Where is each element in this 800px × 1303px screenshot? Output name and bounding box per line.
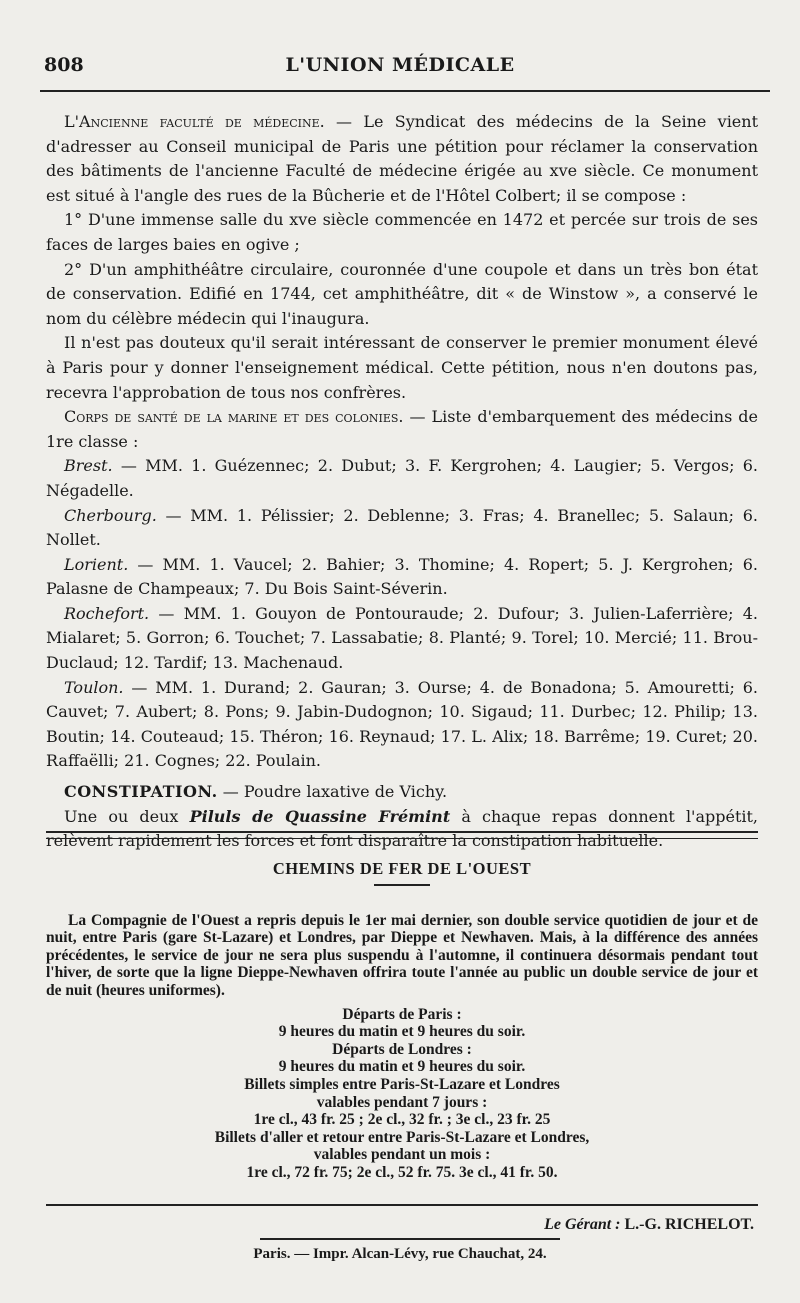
faculte-title: L'Ancienne faculté de médecine. xyxy=(64,112,325,131)
advert-title: CHEMINS DE FER DE L'OUEST xyxy=(272,859,532,878)
section-double-rule xyxy=(46,831,758,839)
gerant-signature xyxy=(544,1216,754,1234)
marine-title: Corps de santé de la marine et des colonies. xyxy=(64,407,404,427)
advert-line: 9 heures du matin et 9 heures du soir. xyxy=(278,1023,526,1041)
port-list: — MM. 1. Pélissier; 2. Deblenne; 3. Fras; 4. Branellec; 5. Salaun; 6. Nollet. xyxy=(46,505,758,550)
faculte-conclusion: Il n'est pas douteux qu'il serait intéressant de conserver le premier monument élevé à Paris pour y donner l'enseignement médical. Cette pétition, nous n'en doutons pas, recevra l'approbation de tous nos confrères. xyxy=(46,333,758,402)
port-name: Toulon. xyxy=(64,677,124,697)
faculte-item-2: 2° D'un amphithéâtre circulaire, couronnée d'une coupole et dans un très bon état de conservation. Edifié en 1744, cet amphithéâtre, dit « de Winstow », a conservé le nom du célèbre médecin qui l'inaugura. xyxy=(46,259,758,328)
gerant-label: Le Gérant : xyxy=(544,1216,621,1233)
port-name: Brest. xyxy=(64,456,113,476)
constipation-text-a: Une ou deux xyxy=(64,806,190,826)
advert-line: Billets simples entre Paris-St-Lazare et Londres xyxy=(244,1075,560,1093)
constipation-title: CONSTIPATION. xyxy=(64,782,218,802)
advert-line: 9 heures du matin et 9 heures du soir. xyxy=(278,1058,526,1076)
port-toulon xyxy=(46,676,758,774)
imprint-line: Paris. — Impr. Alcan-Lévy, rue Chauchat, 24. xyxy=(253,1246,547,1262)
constipation-text-b: à chaque repas donnent l'appétit, relèvent rapidement les forces et font disparaître la constipation habituelle. xyxy=(46,806,759,851)
faculte-intro xyxy=(46,110,758,208)
header-rule xyxy=(40,90,770,92)
advert-line: 1re cl., 72 fr. 75; 2e cl., 52 fr. 75. 3e cl., 41 fr. 50. xyxy=(246,1163,558,1181)
imprint-rule xyxy=(260,1238,560,1240)
port-rochefort xyxy=(46,602,758,676)
marine-intro xyxy=(46,405,758,454)
port-cherbourg xyxy=(46,504,758,553)
port-list: — MM. 1. Gouyon de Pontouraude; 2. Dufour; 3. Julien-Laferrière; 4. Mialaret; 5. Gorron; 6. Touchet; 7. Lassabatie; 8. Planté; 9. Torel; 10. Mercié; 11. Brou-Duclaud; 12. Tardif; 13. Machenaud. xyxy=(46,603,758,673)
article-body xyxy=(46,110,758,854)
page-header xyxy=(30,48,770,88)
advert-paragraph: La Compagnie de l'Ouest a repris depuis le 1er mai dernier, son double service quotidien de jour et de nuit, entre Paris (gare St-Lazare) et Londres, par Dieppe et Newhaven. Mais, à la différence des années précédentes, le service de jour ne sera plus suspendu à l'automne, il continuera désormais pendant tout l'hiver, de sorte que la ligne Dieppe-Newhaven offrira toute l'année au public un double service de jour et de nuit (heures uniformes). xyxy=(46,911,758,999)
port-list: — MM. 1. Vaucel; 2. Bahier; 3. Thomine; 4. Ropert; 5. J. Kergrohen; 6. Palasne de Champeaux; 7. Du Bois Saint-Séverin. xyxy=(46,554,758,599)
port-list: — MM. 1. Guézennec; 2. Dubut; 3. F. Kergrohen; 4. Laugier; 5. Vergos; 6. Négadelle. xyxy=(46,456,758,500)
advert-line: Départs de Paris : xyxy=(342,1005,462,1023)
product-name: Piluls de Quassine Frémint xyxy=(189,806,451,826)
advert-line: valables pendant 7 jours : xyxy=(316,1093,488,1111)
port-name: Lorient. xyxy=(64,554,129,574)
constipation-heading xyxy=(46,780,758,805)
port-name: Cherbourg. xyxy=(64,505,157,525)
port-name: Rochefort. xyxy=(64,603,150,623)
railway-advertisement xyxy=(46,860,758,1182)
port-brest xyxy=(46,454,758,503)
advert-line: valables pendant un mois : xyxy=(313,1146,491,1164)
faculte-text: — Le Syndicat des médecins de la Seine vient d'adresser au Conseil municipal de Paris une pétition pour réclamer la conservation des bâtiments de l'ancienne Faculté de médecine érigée au xve siècle. Ce monument est situé à l'angle des rues de la Bûcherie et de l'Hôtel Colbert; il se compose : xyxy=(46,112,759,205)
advert-line: Départs de Londres : xyxy=(332,1040,472,1058)
port-list: — MM. 1. Durand; 2. Gauran; 3. Ourse; 4. de Bonadona; 5. Amouretti; 6. Cauvet; 7. Aubert; 8. Pons; 9. Jabin-Dudognon; 10. Sigaud; 11. Durbec; 12. Philip; 13. Boutin; 14. Couteaud; 15. Théron; 16. Reynaud; 17. L. Alix; 18. Barrême; 19. Curet; 20. Raffaëlli; 21. Cognes; 22. Poulain. xyxy=(46,677,758,771)
faculte-item-1: 1° D'une immense salle du xve siècle commencée en 1472 et percée sur trois de ses faces de larges baies en ogive ; xyxy=(46,210,758,254)
advert-line: 1re cl., 43 fr. 25 ; 2e cl., 32 fr. ; 3e cl., 23 fr. 25 xyxy=(253,1111,551,1129)
footer-rule xyxy=(46,1204,758,1206)
marine-intro-text: — Liste d'embarquement des médecins de 1re classe : xyxy=(46,407,758,451)
constipation-text xyxy=(46,805,758,854)
advert-line: Billets d'aller et retour entre Paris-St-Lazare et Londres, xyxy=(214,1128,590,1146)
page-number: 808 xyxy=(44,54,84,76)
gerant-name: L.-G. RICHELOT. xyxy=(620,1216,754,1233)
constipation-subtitle: — Poudre laxative de Vichy. xyxy=(217,782,448,802)
port-lorient xyxy=(46,553,758,602)
running-title: L'UNION MÉDICALE xyxy=(285,54,515,76)
advert-title-rule xyxy=(374,884,430,886)
